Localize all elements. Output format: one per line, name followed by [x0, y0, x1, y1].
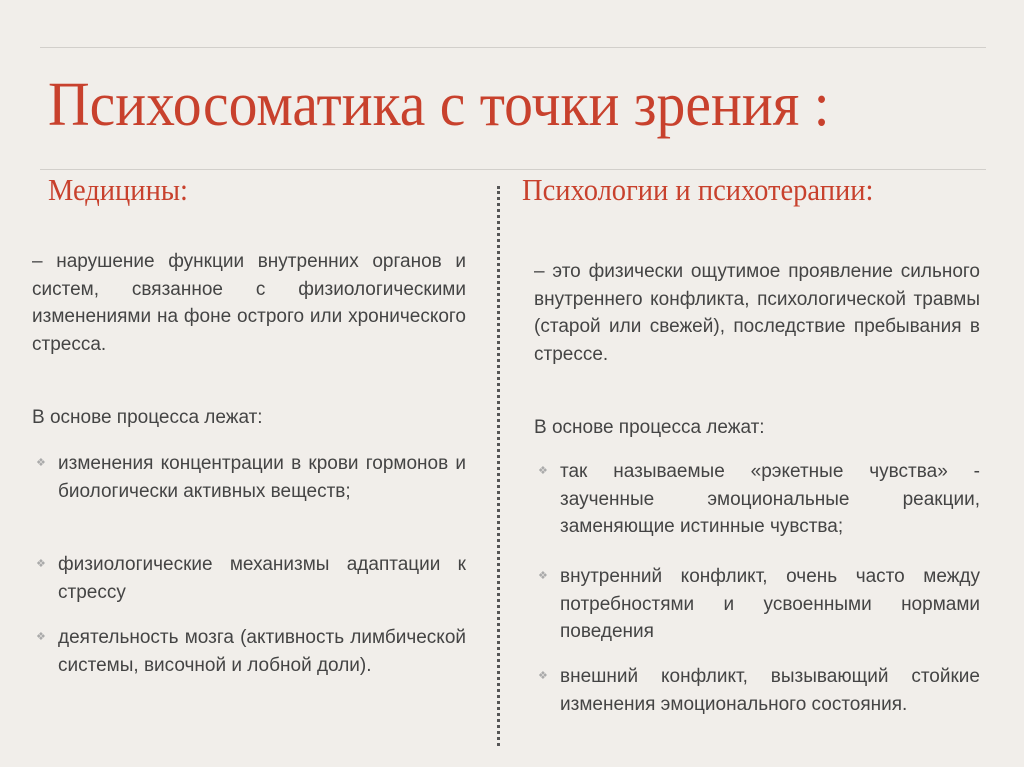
- list-item: [534, 663, 980, 718]
- column-divider: [497, 186, 500, 746]
- diamond-bullet-icon: ❖: [36, 457, 46, 469]
- list-item-text: так называемые «рэкетные чувства» - заученные эмоциональные реакции, заменяющие истинные чувства;: [560, 461, 980, 537]
- left-heading: Медицины:: [48, 172, 188, 207]
- left-column: [32, 0, 466, 767]
- list-item-text: внутренний конфликт, очень часто между потребностями и усвоенными нормами поведения: [560, 566, 980, 642]
- right-basis: В основе процесса лежат:: [534, 417, 765, 438]
- diamond-bullet-icon: ❖: [36, 558, 46, 570]
- list-item: [534, 563, 980, 646]
- left-basis: В основе процесса лежат:: [32, 407, 263, 428]
- list-item-text: деятельность мозга (активность лимбической системы, височной и лобной доли).: [58, 627, 466, 676]
- list-item-text: изменения концентрации в крови гормонов и биологически активных веществ;: [58, 453, 466, 502]
- list-item: [32, 551, 466, 606]
- left-intro: – нарушение функции внутренних органов и систем, связанное с физиологическими изменениями на фоне острого или хронического стресса.: [32, 251, 466, 355]
- list-item: [534, 458, 980, 541]
- list-item-text: внешний конфликт, вызывающий стойкие изменения эмоционального состояния.: [560, 666, 980, 715]
- diamond-bullet-icon: ❖: [538, 465, 548, 477]
- diamond-bullet-icon: ❖: [36, 631, 46, 643]
- list-item-text: физиологические механизмы адаптации к стрессу: [58, 554, 466, 603]
- list-item: [32, 450, 466, 505]
- diamond-bullet-icon: ❖: [538, 670, 548, 682]
- right-column: [534, 0, 980, 767]
- list-item: [32, 624, 466, 679]
- right-heading: Психологии и психотерапии:: [522, 172, 874, 207]
- slide-title: Психосоматика с точки зрения :: [48, 71, 830, 139]
- diamond-bullet-icon: ❖: [538, 570, 548, 582]
- right-intro: – это физически ощутимое проявление сильного внутреннего конфликта, психологической травмы (старой или свежей), последствие пребывания в стрессе.: [534, 261, 980, 365]
